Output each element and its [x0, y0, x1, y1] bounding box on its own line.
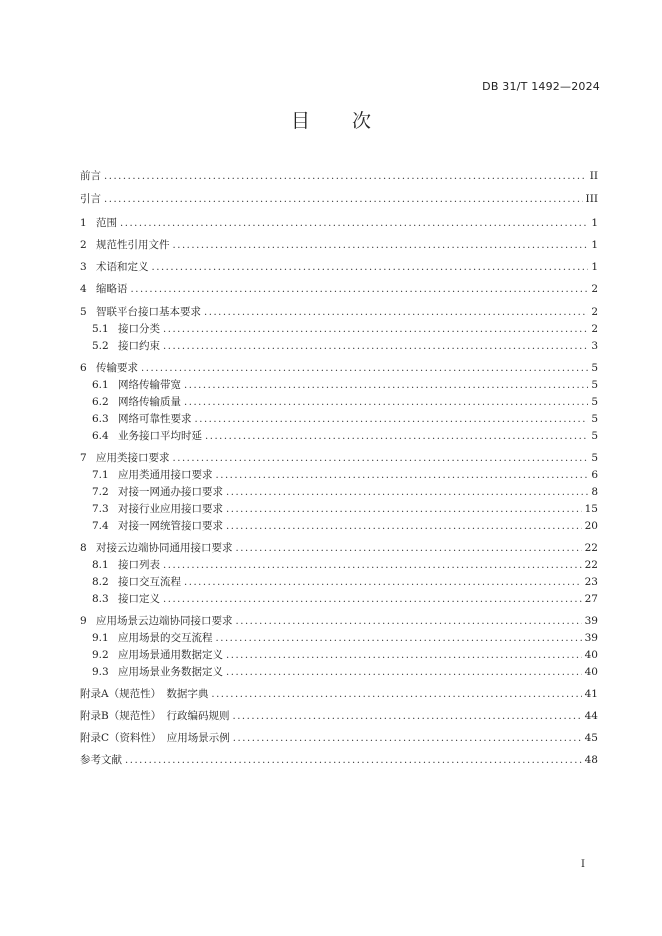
toc-entry-number: 9.1: [92, 632, 109, 644]
toc-entry[interactable]: [80, 215, 598, 231]
toc-dot-leader: [233, 731, 582, 747]
toc-dot-leader: [226, 485, 588, 501]
toc-entry-label: 对接一网统管接口要求: [118, 520, 223, 532]
toc-entry[interactable]: [92, 467, 598, 483]
toc-entry-page: 1: [591, 261, 598, 273]
toc-entry-number: 6.4: [92, 430, 109, 442]
toc-entry-page: 39: [584, 615, 598, 627]
toc-entry-page: II: [589, 170, 598, 182]
toc-entry-label: 应用类通用接口要求: [118, 469, 213, 481]
toc-entry-number: 6.2: [92, 396, 109, 408]
toc-entry-number: 5.1: [92, 323, 109, 335]
toc-entry-label: 应用场景业务数据定义: [118, 666, 223, 678]
toc-entry-page: 5: [591, 452, 598, 464]
toc-entry-label: 对接一网通办接口要求: [118, 486, 223, 498]
title-char-1: 目: [290, 110, 310, 132]
toc-entry-label: 接口定义: [118, 593, 160, 605]
toc-entry-page: 2: [591, 306, 598, 318]
toc-entry[interactable]: [92, 518, 598, 534]
toc-entry-page: 8: [591, 486, 598, 498]
toc-dot-leader: [184, 395, 588, 411]
toc-dot-leader: [226, 665, 582, 681]
toc-dot-leader: [163, 558, 582, 574]
toc-entry-number: 4: [80, 283, 87, 295]
toc-entry-label: 引言: [80, 193, 101, 205]
toc-entry-number: 7.4: [92, 520, 109, 532]
toc-entry-label: 应用场景云边端协同接口要求: [96, 615, 233, 627]
toc-entry[interactable]: [80, 613, 598, 629]
toc-entry-number: 6: [80, 362, 87, 374]
toc-entry[interactable]: [80, 540, 598, 556]
toc-dot-leader: [163, 322, 588, 338]
toc-dot-leader: [211, 687, 581, 703]
toc-entry-label: 对接云边端协同通用接口要求: [96, 542, 233, 554]
toc-entry-number: 7: [80, 452, 87, 464]
toc-entry-page: 5: [591, 379, 598, 391]
toc-dot-leader: [141, 361, 588, 377]
toc-entry-label: 网络可靠性要求: [118, 413, 192, 425]
toc-entry-label: 传输要求: [96, 362, 138, 374]
toc-dot-leader: [226, 519, 582, 535]
toc-dot-leader: [104, 169, 587, 185]
toc-entry-number: 1: [80, 217, 87, 229]
toc-entry-number: 9.2: [92, 649, 109, 661]
toc-entry-page: 39: [584, 632, 598, 644]
toc-entry-page: 5: [591, 396, 598, 408]
toc-entry-label: 范围: [96, 217, 117, 229]
toc-dot-leader: [232, 709, 581, 725]
standard-code: DB 31/T 1492—2024: [482, 80, 600, 93]
toc-entry[interactable]: [80, 686, 598, 702]
toc-entry-label: 接口分类: [118, 323, 160, 335]
toc-entry[interactable]: [92, 377, 598, 393]
toc-entry-page: 45: [584, 732, 598, 744]
toc-entry-label: 业务接口平均时延: [118, 430, 202, 442]
toc-entry[interactable]: [80, 360, 598, 376]
toc-entry-label: 附录A（规范性） 数据字典: [80, 688, 209, 700]
toc-entry[interactable]: [92, 664, 598, 680]
toc-dot-leader: [216, 631, 582, 647]
toc-entry-label: 智联平台接口基本要求: [96, 306, 201, 318]
toc-dot-leader: [120, 216, 588, 232]
toc-entry-number: 9.3: [92, 666, 109, 678]
toc-dot-leader: [204, 305, 588, 321]
toc-entry[interactable]: [80, 752, 598, 768]
toc-entry-page: 27: [584, 593, 598, 605]
toc-dot-leader: [184, 575, 582, 591]
page-number: I: [581, 859, 585, 870]
toc-entry-label: 网络传输质量: [118, 396, 181, 408]
toc-dot-leader: [131, 282, 589, 298]
toc-entry-page: 44: [584, 710, 598, 722]
toc-entry-label: 接口交互流程: [118, 576, 181, 588]
toc-entry[interactable]: [92, 574, 598, 590]
toc-entry-page: 22: [584, 542, 598, 554]
toc-entry-page: 41: [584, 688, 598, 700]
toc-entry-page: 2: [591, 283, 598, 295]
toc-entry-page: 48: [584, 754, 598, 766]
toc-entry[interactable]: [80, 168, 598, 184]
toc-entry[interactable]: [80, 191, 598, 207]
toc-dot-leader: [152, 260, 589, 276]
toc-entry-label: 应用类接口要求: [96, 452, 170, 464]
toc-dot-leader: [184, 378, 588, 394]
toc-entry[interactable]: [92, 557, 598, 573]
toc-entry[interactable]: [92, 630, 598, 646]
toc-entry-number: 7.3: [92, 503, 109, 515]
toc-dot-leader: [195, 412, 589, 428]
toc-entry-page: 6: [591, 469, 598, 481]
title-char-2: 次: [352, 110, 372, 132]
toc-dot-leader: [104, 192, 583, 208]
toc-entry-page: 40: [584, 649, 598, 661]
toc-entry[interactable]: [92, 647, 598, 663]
toc-entry-number: 5.2: [92, 340, 109, 352]
toc-entry-page: 5: [591, 430, 598, 442]
toc-dot-leader: [236, 541, 582, 557]
toc-entry-label: 规范性引用文件: [96, 239, 170, 251]
toc-entry-number: 7.1: [92, 469, 109, 481]
toc-entry-label: 网络传输带宽: [118, 379, 181, 391]
toc-entry-number: 3: [80, 261, 87, 273]
toc-dot-leader: [236, 614, 582, 630]
toc-entry[interactable]: [92, 484, 598, 500]
toc-entry-number: 6.1: [92, 379, 109, 391]
toc-entry-page: 22: [584, 559, 598, 571]
toc-dot-leader: [163, 592, 582, 608]
toc-entry[interactable]: [92, 394, 598, 410]
toc-entry-number: 6.3: [92, 413, 109, 425]
toc-entry-page: 1: [591, 239, 598, 251]
toc-entry[interactable]: [92, 411, 598, 427]
toc-entry-number: 8.1: [92, 559, 109, 571]
toc-dot-leader: [173, 451, 589, 467]
toc-entry-label: 前言: [80, 170, 101, 182]
toc-dot-leader: [226, 502, 582, 518]
toc-entry-number: 2: [80, 239, 87, 251]
toc-dot-leader: [125, 753, 582, 769]
toc-entry-number: 8.2: [92, 576, 109, 588]
toc-entry-number: 8.3: [92, 593, 109, 605]
toc-entry[interactable]: [80, 708, 598, 724]
toc-dot-leader: [205, 429, 588, 445]
toc-entry[interactable]: [80, 281, 598, 297]
toc-entry-page: 2: [591, 323, 598, 335]
toc-entry-page: III: [585, 193, 598, 205]
toc-entry-page: 23: [584, 576, 598, 588]
toc-entry-label: 附录B（规范性） 行政编码规则: [80, 710, 230, 722]
toc-entry-label: 对接行业应用接口要求: [118, 503, 223, 515]
toc-entry-page: 5: [591, 362, 598, 374]
toc-entry-page: 15: [584, 503, 598, 515]
toc-entry-label: 术语和定义: [96, 261, 149, 273]
toc-entry[interactable]: [80, 259, 598, 275]
toc-entry-number: 9: [80, 615, 87, 627]
toc-entry[interactable]: [80, 450, 598, 466]
toc-entry[interactable]: [92, 338, 598, 354]
toc-entry-number: 7.2: [92, 486, 109, 498]
toc-entry-number: 8: [80, 542, 87, 554]
toc-entry-label: 接口约束: [118, 340, 160, 352]
toc-entry-page: 20: [584, 520, 598, 532]
toc-entry-number: 5: [80, 306, 87, 318]
toc-entry[interactable]: [92, 321, 598, 337]
toc-entry-label: 应用场景的交互流程: [118, 632, 213, 644]
toc-entry-label: 参考文献: [80, 754, 122, 766]
toc-dot-leader: [226, 648, 582, 664]
toc-entry-page: 3: [591, 340, 598, 352]
toc-entry[interactable]: [92, 428, 598, 444]
toc-entry[interactable]: [80, 730, 598, 746]
toc-entry-page: 5: [591, 413, 598, 425]
toc-entry-page: 1: [591, 217, 598, 229]
toc-entry-label: 接口列表: [118, 559, 160, 571]
toc-entry[interactable]: [80, 304, 598, 320]
toc-dot-leader: [163, 339, 588, 355]
toc-entry[interactable]: [80, 237, 598, 253]
toc-dot-leader: [216, 468, 589, 484]
toc-dot-leader: [173, 238, 589, 254]
toc-entry[interactable]: [92, 591, 598, 607]
toc-entry-page: 40: [584, 666, 598, 678]
toc-entry-label: 应用场景通用数据定义: [118, 649, 223, 661]
toc-entry[interactable]: [92, 501, 598, 517]
toc-entry-label: 缩略语: [96, 283, 128, 295]
toc-entry-label: 附录C（资料性） 应用场景示例: [80, 732, 230, 744]
